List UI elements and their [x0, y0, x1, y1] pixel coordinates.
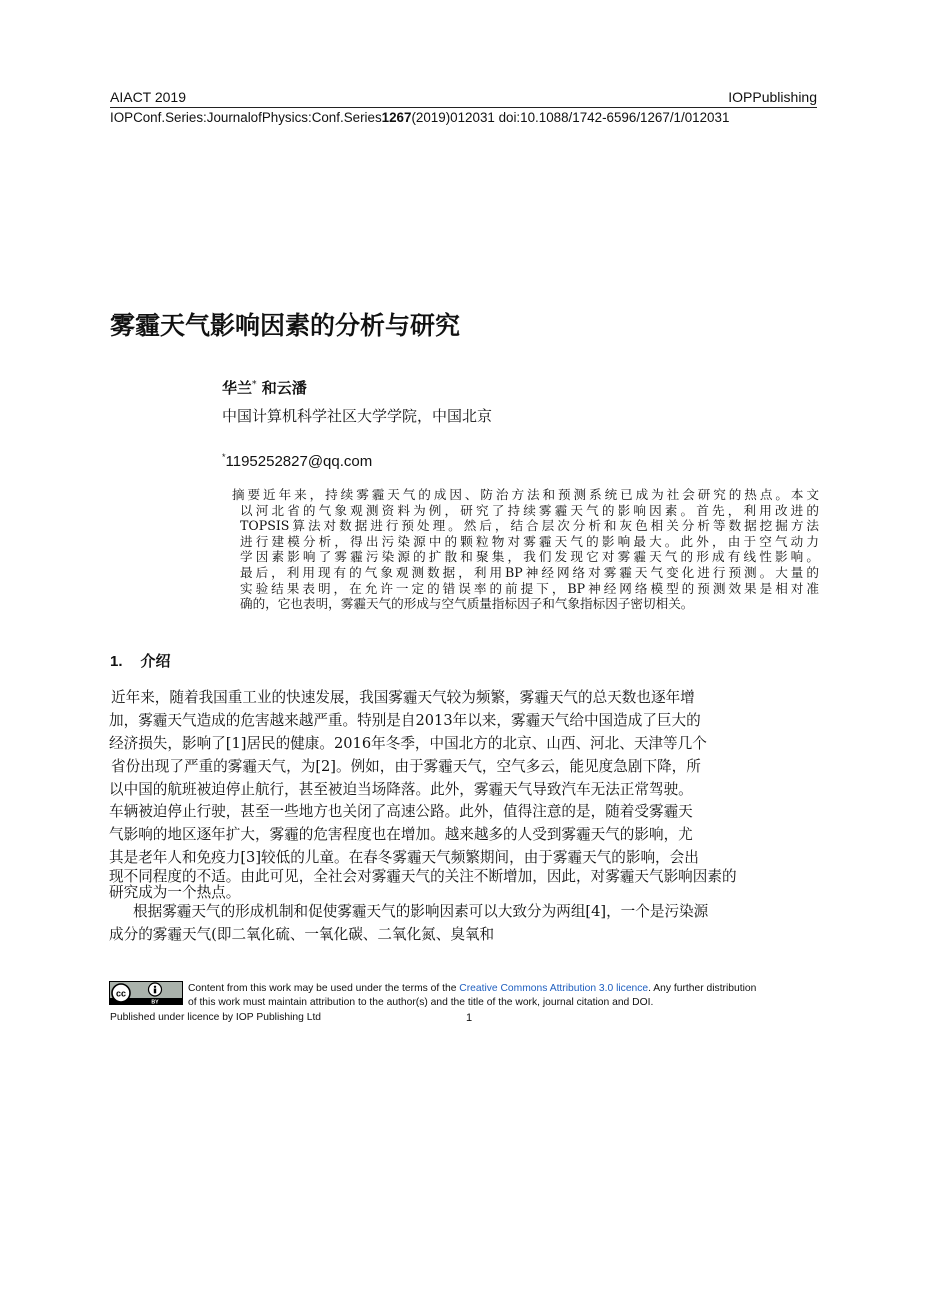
license-text-line2: of this work must maintain attribution to the author(s) and the title of the work, journal citation and DOI. — [188, 997, 654, 1008]
body-line: 成分的雾霾天气(即二氧化硫、一氧化碳、二氧化氮、臭氧和 — [109, 926, 495, 943]
license-text: Content from this work may be used under the terms of the — [188, 983, 460, 994]
page-number: 1 — [466, 1012, 473, 1024]
body-line: 气影响的地区逐年扩大，雾霾的危害程度也在增加。越来越多的人受到雾霾天气的影响，尤 — [109, 826, 693, 843]
affiliation: 中国计算机科学社区大学学院，中国北京 — [222, 407, 493, 425]
abstract — [232, 487, 819, 612]
citation-series: IOPConf.Series:JournalofPhysics:Conf.Series — [110, 110, 382, 125]
email-mark: * — [222, 452, 226, 462]
author-second: 和云潘 — [256, 379, 307, 397]
abstract-line: 实验结果表明，在允许一定的错误率的前提下，BP神经网络模型的预测效果是相对准 — [240, 580, 819, 596]
abstract-line: TOPSIS算法对数据进行预处理。然后，结合层次分析和灰色相关分析等数据挖掘方法 — [240, 518, 819, 534]
body-line: 省份出现了严重的雾霾天气，为[2]。例如，由于雾霾天气，空气多云，能见度急剧下降，所 — [111, 758, 701, 775]
section-number: 1. — [110, 653, 123, 670]
email-address[interactable]: 1195252827@qq.com — [225, 453, 373, 470]
body-line: 车辆被迫停止行驶，甚至一些地方也关闭了高速公路。此外，值得注意的是，随着受雾霾天 — [109, 803, 693, 820]
publisher-name: IOPPublishing — [728, 89, 817, 105]
publisher-note: Published under licence by IOP Publishing Ltd — [110, 1012, 322, 1023]
by-label: BY — [151, 999, 159, 1005]
license-text-tail: . Any further distribution — [648, 983, 757, 994]
section-heading — [110, 650, 171, 671]
license-link[interactable]: Creative Commons Attribution 3.0 licence — [459, 983, 649, 994]
license-notice — [188, 982, 756, 1010]
abstract-line: 学因素影响了雾霾污染源的扩散和聚集，我们发现它对雾霾天气的形成有线性影响。 — [240, 549, 819, 565]
journal-citation — [110, 110, 817, 125]
body-line: 根据雾霾天气的形成机制和促使雾霾天气的影响因素可以大致分为两组[4]，一个是污染源 — [133, 903, 709, 920]
cc-by-license-icon — [109, 981, 183, 1005]
header-rule — [110, 107, 817, 108]
corresponding-mark: * — [252, 380, 257, 390]
author-list — [222, 377, 307, 398]
abstract-line: 摘要近年来，持续雾霾天气的成因、防治方法和预测系统已成为社会研究的热点。本文 — [232, 487, 819, 502]
abstract-line: 以河北省的气象观测资料为例，研究了持续雾霾天气的影响因素。首先，利用改进的 — [240, 502, 819, 518]
citation-volume: 1267 — [381, 110, 412, 125]
section-title: 介绍 — [140, 652, 171, 670]
citation-doi: (2019)012031 doi:10.1088/1742-6596/1267/1/012031 — [411, 110, 730, 125]
conference-name: AIACT 2019 — [110, 89, 187, 105]
body-line: 其是老年人和免疫力[3]较低的儿童。在春冬雾霾天气频繁期间，由于雾霾天气的影响，会出 — [109, 849, 699, 866]
author-first: 华兰 — [222, 379, 253, 397]
paper-title: 雾霾天气影响因素的分析与研究 — [110, 311, 461, 340]
abstract-line: 确的，它也表明，雾霾天气的形成与空气质量指标因子和气象指标因子密切相关。 — [240, 596, 694, 612]
author-email — [222, 452, 372, 470]
cc-label: cc — [115, 988, 127, 999]
body-line: 现不同程度的不适。由此可见，全社会对雾霾天气的关注不断增加，因此，对雾霾天气影响因素的 — [109, 868, 737, 885]
body-line: 经济损失，影响了[1]居民的健康。2016年冬季，中国北方的北京、山西、河北、天津等几个 — [109, 735, 707, 752]
body-line: 研究成为一个热点。 — [109, 884, 241, 901]
body-line: 加，雾霾天气造成的危害越来越严重。特别是自2013年以来，雾霾天气给中国造成了巨大的 — [109, 712, 701, 729]
body-line: 近年来，随着我国重工业的快速发展，我国雾霾天气较为频繁，雾霾天气的总天数也逐年增 — [111, 689, 695, 706]
abstract-line: 最后，利用现有的气象观测数据，利用BP神经网络对雾霾天气变化进行预测。大量的 — [240, 564, 819, 580]
abstract-line: 进行建模分析，得出污染源中的颗粒物对雾霾天气的影响最大。此外，由于空气动力 — [240, 533, 819, 549]
body-line: 以中国的航班被迫停止航行，甚至被迫当场降落。此外，雾霾天气导致汽车无法正常驾驶。 — [109, 781, 693, 798]
